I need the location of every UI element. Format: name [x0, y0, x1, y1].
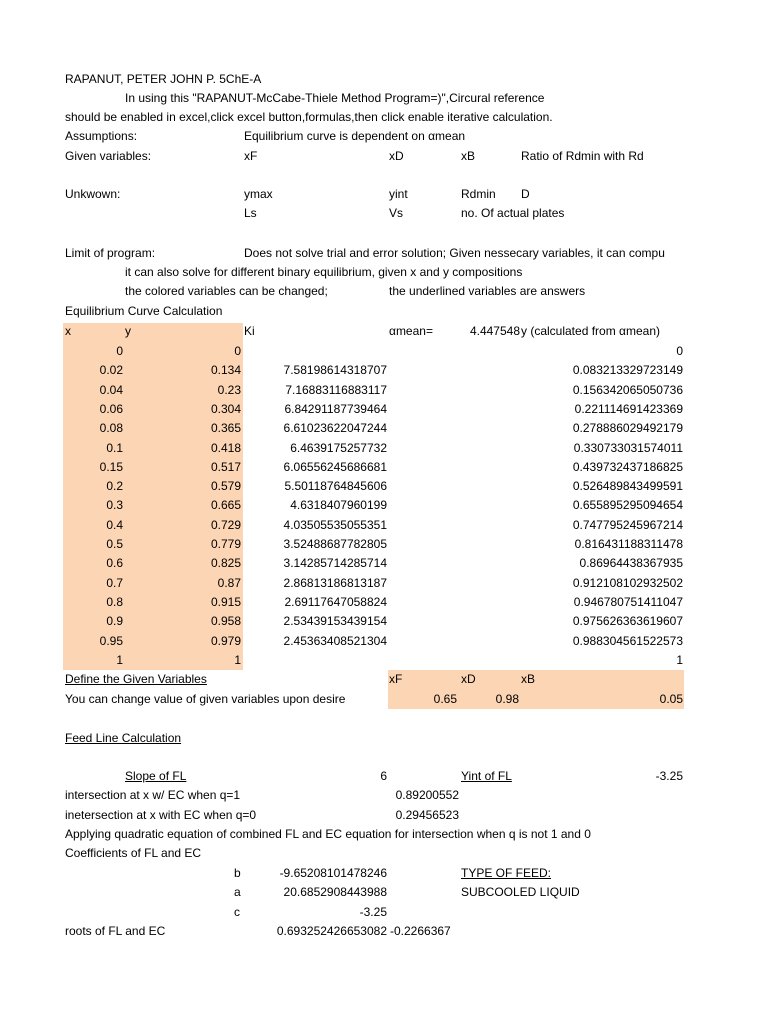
- cell-ki: 2.86813186813187: [283, 576, 387, 590]
- cell-y[interactable]: 1: [234, 653, 241, 667]
- limit-line-3b: the underlined variables are answers: [389, 284, 586, 298]
- coef-title: Coefficients of FL and EC: [65, 846, 202, 860]
- col-header-ki: Ki: [244, 324, 255, 338]
- usage-note-1: In using this "RAPANUT-McCabe-Thiele Method Program=)",Circural reference: [125, 91, 545, 105]
- author-line: RAPANUT, PETER JOHN P. 5ChE-A: [65, 72, 262, 86]
- feed-type-value: SUBCOOLED LIQUID: [461, 885, 580, 899]
- cell-ki: 7.58198614318707: [283, 363, 387, 377]
- yint-label: Yint of FL: [461, 769, 512, 783]
- int-q0-value: 0.29456523: [395, 808, 459, 822]
- limit-line-1: Does not solve trial and error solution; Given nessecary variables, it can compu: [244, 246, 665, 260]
- cell-ki: 6.61023622047244: [283, 421, 387, 435]
- cell-ycalc: 0.655895295094654: [572, 498, 683, 512]
- coef-a-value: 20.6852908443988: [283, 885, 387, 899]
- alpha-value: 4.447548: [469, 324, 520, 338]
- cell-x[interactable]: 1: [116, 653, 123, 667]
- cell-y[interactable]: 0.979: [210, 634, 241, 648]
- cell-x[interactable]: 0.6: [106, 556, 123, 570]
- cell-ycalc: 0.526489843499591: [572, 479, 683, 493]
- limit-line-2: it can also solve for different binary equilibrium, given x and y compositions: [125, 265, 523, 279]
- cell-y[interactable]: 0.958: [210, 614, 241, 628]
- roots-label: roots of FL and EC: [65, 924, 166, 938]
- limit-label: Limit of program:: [65, 246, 156, 260]
- feed-type-label: TYPE OF FEED:: [461, 866, 552, 880]
- cell-y[interactable]: 0.825: [210, 556, 241, 570]
- define-xb-value[interactable]: 0.05: [659, 692, 683, 706]
- unknown-d: D: [521, 187, 530, 201]
- cell-x[interactable]: 0.15: [99, 460, 123, 474]
- coef-c-label: c: [234, 905, 240, 919]
- col-header-y: y: [125, 324, 131, 338]
- equilibrium-title: Equilibrium Curve Calculation: [65, 304, 223, 318]
- yint-value: -3.25: [655, 769, 683, 783]
- define-title: Define the Given Variables: [65, 672, 207, 686]
- cell-ki: 7.16883116883117: [285, 383, 387, 397]
- cell-y[interactable]: 0: [234, 344, 241, 358]
- cell-y[interactable]: 0.729: [210, 518, 241, 532]
- coef-a-label: a: [234, 885, 241, 899]
- cell-ycalc: 1: [676, 653, 683, 667]
- cell-x[interactable]: 0.95: [99, 634, 123, 648]
- limit-line-3a: the colored variables can be changed;: [125, 284, 328, 298]
- assumptions-label: Assumptions:: [65, 129, 138, 143]
- cell-x[interactable]: 0.7: [106, 576, 123, 590]
- cell-ycalc: 0.221114691423369: [574, 402, 683, 416]
- cell-ki: 4.6318407960199: [290, 498, 387, 512]
- assumptions-value: Equilibrium curve is dependent on αmean: [244, 129, 466, 143]
- coef-b-label: b: [234, 866, 241, 880]
- cell-y[interactable]: 0.915: [210, 595, 241, 609]
- cell-ki: 6.4639175257732: [290, 441, 387, 455]
- given-xf: xF: [244, 149, 258, 163]
- cell-y[interactable]: 0.779: [210, 537, 241, 551]
- cell-x[interactable]: 0.1: [106, 441, 123, 455]
- cell-ycalc: 0.439732437186825: [572, 460, 683, 474]
- cell-ycalc: 0.975626363619607: [572, 614, 683, 628]
- cell-x[interactable]: 0.2: [106, 479, 123, 493]
- slope-label: Slope of FL: [125, 769, 187, 783]
- define-xf-label: xF: [389, 672, 403, 686]
- cell-ycalc: 0.816431188311478: [574, 537, 683, 551]
- cell-x[interactable]: 0.9: [106, 614, 123, 628]
- unknown-ls: Ls: [244, 206, 257, 220]
- define-xf-value[interactable]: 0.65: [433, 692, 457, 706]
- cell-x[interactable]: 0.4: [106, 518, 123, 532]
- unknown-yint: yint: [389, 187, 408, 201]
- define-note: You can change value of given variables upon desire: [65, 692, 346, 706]
- cell-ki: 6.84291187739464: [284, 402, 387, 416]
- define-xd-value[interactable]: 0.98: [495, 692, 519, 706]
- cell-ki: [245, 342, 387, 361]
- root-1: 0.693252426653082: [276, 924, 387, 938]
- cell-y[interactable]: 0.418: [210, 441, 241, 455]
- int-q1-value: 0.89200552: [395, 788, 459, 802]
- cell-y[interactable]: 0.134: [210, 363, 241, 377]
- cell-ki: 3.52488687782805: [283, 537, 387, 551]
- cell-y[interactable]: 0.579: [210, 479, 241, 493]
- cell-y[interactable]: 0.517: [210, 460, 241, 474]
- cell-ycalc: 0.912108102932502: [572, 576, 683, 590]
- cell-x[interactable]: 0.3: [106, 498, 123, 512]
- coef-b-value: -9.65208101478246: [279, 866, 387, 880]
- cell-x[interactable]: 0.8: [106, 595, 123, 609]
- cell-x[interactable]: 0: [116, 344, 123, 358]
- col-header-x: x: [65, 324, 71, 338]
- quad-note: Applying quadratic equation of combined FL and EC equation for intersection when q is not 1 and 0: [65, 827, 591, 841]
- alpha-label: αmean=: [389, 324, 433, 338]
- cell-x[interactable]: 0.02: [99, 363, 123, 377]
- cell-ycalc: 0.946780751411047: [573, 595, 683, 609]
- cell-y[interactable]: 0.304: [210, 402, 241, 416]
- cell-ki: 6.06556245686681: [283, 460, 387, 474]
- cell-y[interactable]: 0.87: [217, 576, 241, 590]
- cell-ycalc: 0.86964438367935: [579, 556, 683, 570]
- cell-ki: 2.53439153439154: [283, 614, 387, 628]
- cell-ycalc: 0.083213329723149: [572, 363, 683, 377]
- define-xd-label: xD: [461, 672, 476, 686]
- feed-title: Feed Line Calculation: [65, 731, 182, 745]
- int-q0-label: inetersection at x with EC when q=0: [65, 808, 257, 822]
- root-2: -0.2266367: [390, 924, 451, 938]
- cell-x[interactable]: 0.04: [99, 383, 123, 397]
- cell-ki: 5.50118764845606: [284, 479, 387, 493]
- cell-ycalc: 0: [676, 344, 683, 358]
- cell-ki: 2.45363408521304: [283, 634, 387, 648]
- cell-ki: [245, 651, 387, 670]
- cell-ki: 2.69117647058824: [284, 595, 387, 609]
- cell-y[interactable]: 0.23: [217, 383, 241, 397]
- coef-c-value: -3.25: [359, 905, 387, 919]
- given-xd: xD: [389, 149, 404, 163]
- unknown-label: Unkwown:: [65, 187, 121, 201]
- cell-ycalc: 0.747795245967214: [572, 518, 683, 532]
- cell-x[interactable]: 0.08: [99, 421, 123, 435]
- define-xb-label: xB: [521, 672, 536, 686]
- given-ratio: Ratio of Rdmin with Rd: [521, 149, 644, 163]
- cell-x[interactable]: 0.5: [106, 537, 123, 551]
- cell-y[interactable]: 0.665: [210, 498, 241, 512]
- cell-ycalc: 0.156342065050736: [572, 383, 683, 397]
- cell-ki: 3.14285714285714: [283, 556, 387, 570]
- int-q1-label: intersection at x w/ EC when q=1: [65, 788, 241, 802]
- unknown-plates: no. Of actual plates: [461, 206, 565, 220]
- cell-x[interactable]: 0.06: [99, 402, 123, 416]
- cell-ycalc: 0.988304561522573: [572, 634, 683, 648]
- cell-y[interactable]: 0.365: [210, 421, 241, 435]
- cell-ycalc: 0.330733031574011: [573, 441, 683, 455]
- given-xb: xB: [461, 149, 476, 163]
- usage-note-2: should be enabled in excel,click excel button,formulas,then click enable iterative calculation.: [65, 110, 553, 124]
- unknown-rdmin: Rdmin: [461, 187, 496, 201]
- cell-ki: 4.03505535055351: [283, 518, 387, 532]
- ycalc-header: y (calculated from αmean): [521, 324, 660, 338]
- unknown-ymax: ymax: [244, 187, 273, 201]
- given-label: Given variables:: [65, 149, 152, 163]
- cell-ycalc: 0.278886029492179: [572, 421, 683, 435]
- slope-value: 6: [380, 769, 387, 783]
- unknown-vs: Vs: [389, 206, 404, 220]
